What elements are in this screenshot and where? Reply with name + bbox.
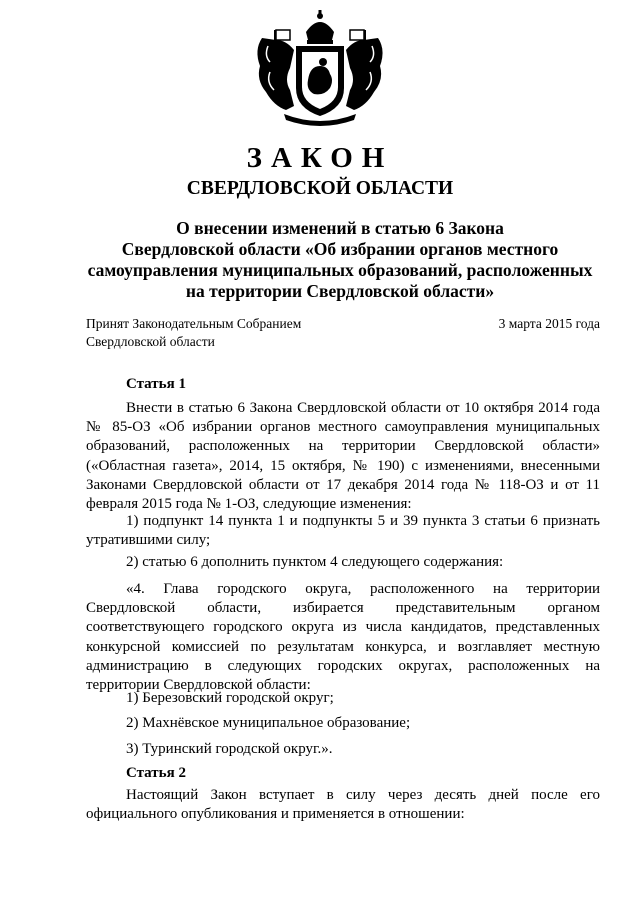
coat-of-arms-icon bbox=[250, 10, 390, 128]
article-1-item-1: 1) подпункт 14 пункта 1 и подпункты 5 и 39 пункта 3 статьи 6 признать утратившими силу; bbox=[86, 513, 600, 549]
crown-icon bbox=[306, 10, 334, 44]
list-item: 2) Махнёвское муниципальное образование; bbox=[126, 715, 411, 731]
article-1-item-2: 2) статью 6 дополнить пунктом 4 следующего содержания: bbox=[126, 554, 504, 570]
law-heading bbox=[70, 218, 610, 302]
heading-line: самоуправления муниципальных образований, расположенных bbox=[87, 260, 593, 280]
adoption-date: 3 марта 2015 года bbox=[498, 316, 600, 331]
list-item: 1) Березовский городской округ; bbox=[126, 690, 334, 706]
adopted-line: Принят Законодательным Собранием bbox=[86, 316, 302, 331]
adopted-by bbox=[86, 315, 301, 351]
article-1-intro: Внести в статью 6 Закона Свердловской области от 10 октября 2014 года № 85-ОЗ «Об избрании органов местного самоуправления муниципальных образований, расположенных на территории Свердловской области» («Областная газета», 2014, 15 октября, № 190) с изменениями, внесенными Законами Свердловской области от 17 декабря 2014 года № 118-ОЗ и от 11 февраля 2015 года № 1-ОЗ, следующие изменения: bbox=[86, 400, 600, 513]
document-subtitle: СВЕРДЛОВСКОЙ ОБЛАСТИ bbox=[186, 178, 454, 199]
heading-line: О внесении изменений в статью 6 Закона bbox=[176, 218, 504, 238]
article-1-title: Статья 1 bbox=[126, 376, 186, 392]
article-2-title: Статья 2 bbox=[126, 765, 186, 781]
article-1-quote: «4. Глава городского округа, расположенного на территории Свердловской области, избирается представительным органом соответствующего городского округа из числа кандидатов, представленных конкурсной комиссией по результатам конкурса, и возглавляет местную администрацию в следующих городских округах, расположенных на территории Свердловской области: bbox=[86, 581, 600, 694]
shield-icon bbox=[296, 46, 344, 116]
heading-line: Свердловской области «Об избрании органов местного bbox=[121, 239, 559, 259]
list-item: 3) Туринский городской округ.». bbox=[126, 741, 333, 757]
article-2-text: Настоящий Закон вступает в силу через десять дней после его официального опубликования и применяется в отношении: bbox=[86, 787, 600, 823]
heading-line: на территории Свердловской области» bbox=[185, 281, 495, 301]
adopted-line: Свердловской области bbox=[86, 334, 215, 349]
document-title: ЗАКОН bbox=[246, 142, 394, 174]
